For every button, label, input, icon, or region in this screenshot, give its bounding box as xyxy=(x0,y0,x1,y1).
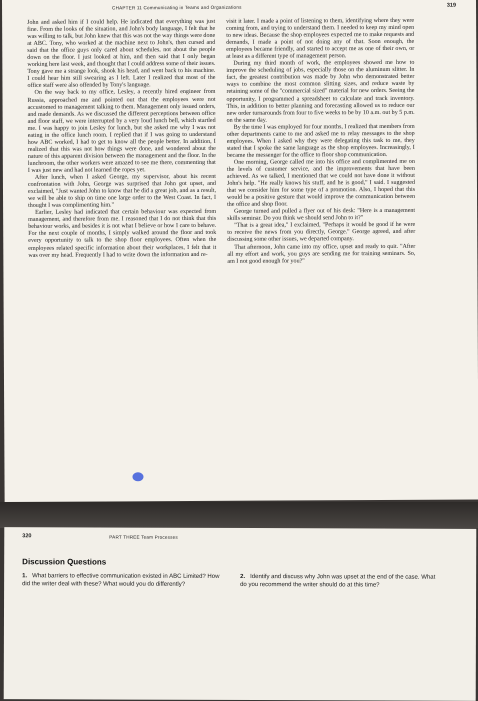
highlight-mark xyxy=(132,472,143,481)
right-column xyxy=(226,18,415,266)
textbook-page-320 xyxy=(4,527,477,701)
question-text: What barriers to effective communication existed in ABC Limited? How did the writer deal with these? What would you do differently? xyxy=(22,573,220,588)
discussion-question xyxy=(22,573,222,589)
paragraph: George turned and pulled a flyer out of his desk: "Here is a management skills seminar. Do you think we should send John to it?" xyxy=(227,208,416,223)
left-column xyxy=(27,19,216,260)
paragraph: John and asked him if I could help. He indicated that everything was just fine. From the looks of the situation, and John's body language, I felt that he was willing to talk, but John knew that this was not the way things were done at ABC. Tony, who worked at the machine next to John's, then cursed and said that the office guys only cared about schedules, not about the people down on the floor. I just looked at him, and then said that I only began working here last week, and thought that I could address some of their issues. Tony gave me a strange look, shook his head, and went back to his machine. I could hear him still swearing as I left. Later I realized that most of the office staff were also offended by Tony's language. xyxy=(27,18,216,90)
chapter-title: CHAPTER 11 Communicating in Teams and Organizations xyxy=(112,4,242,11)
paragraph: visit it later. I made a point of listening to them, identifying where they were coming from, and trying to understand them. I needed to keep my mind open to new ideas. Because the shop employees expected me to make requests and demands, I made a point of not doing any of that. Soon enough, the employees became friendly, and started to accept me as one of their own, or at least as a different type of management person. xyxy=(226,17,415,61)
paragraph: After lunch, when I asked George, my supervisor, about his recent confrontation with John, George was surprised that John got upset, and exclaimed, "Just wanted John to know that he did a great job, and as a result, we will be able to ship on time one large order to the West Coast. In fact, I thought I was complimenting him." xyxy=(27,173,217,210)
textbook-page-319 xyxy=(2,0,478,502)
running-head xyxy=(2,1,476,17)
discussion-question xyxy=(240,574,440,590)
paragraph: One morning, George called me into his office and complimented me on the levels of customer service, and the improvements that have been achieved. As we talked, I mentioned that we could not have done it without John's help. "He really knows his stuff, and he is good," I said. I suggested that we consider him for some type of a promotion. Also, I hoped that this would be a positive gesture that would improve the communication between the office and shop floor. xyxy=(226,158,416,209)
paragraph: That afternoon, John came into my office, upset and ready to quit. "After all my effort and work, you guys are sending me for training seminars. So, am I not good enough for you?" xyxy=(227,243,416,265)
page-number: 320 xyxy=(22,533,32,540)
question-number: 1. xyxy=(22,573,28,580)
part-title: PART THREE Team Processes xyxy=(109,534,178,540)
paragraph: By the time I was employed for four months, I realized that members from other departments came to me and asked me to relay messages to the shop employees. When I asked why they were delegating this task to me, they stated that I spoke the same language as the shop employees. Increasingly, I became the messenger for the office to floor shop communication. xyxy=(226,123,415,159)
question-text: Identify and discuss why John was upset at the end of the case. What do you recommend the writer should do at this time? xyxy=(240,574,436,588)
question-number: 2. xyxy=(240,574,246,581)
page-gap-shadow xyxy=(0,502,478,528)
page-number: 319 xyxy=(446,2,457,9)
paragraph: Earlier, Lesley had indicated that certain behaviour was expected from management, and therefore from me. I reasoned that I do not think that this behaviour works, and besides it is not what I believe or how I care to behave. For the next couple of months, I simply walked around the floor and took every opportunity to talk to the shop floor employees. Often when the employees related specific information about their workplaces, I felt that it was over my head. Frequently I had to write down the information and re- xyxy=(28,209,217,259)
paragraph: On the way back to my office, Lesley, a recently hired engineer from Russia, approached me and pointed out that the employees were not accustomed to management talking to them. Management only issued orders, and made demands. As we discussed the different perceptions between office and floor staff, we were interrupted by a very loud lunch bell, which startled me. I was happy to join Lesley for lunch, but she asked me why I was not eating in the office lunch room. I replied that if I was going to understand how ABC worked, I had to get to know all the people better. In addition, I realized that this was not how things were done, and wondered about the nature of this apparent division between the management and the floor. In the lunchroom, the other workers were amazed to see me there, commenting that I was just new and had not learned the ropes yet. xyxy=(27,89,216,174)
paragraph: During my third month of work, the employees showed me how to improve the scheduling of jobs, especially those on the aluminum slitter. In fact, the greatest contribution was made by John who demonstrated better ways to combine the most common slitting sizes, and reduce waste by retaining some of the "commercial sized" material for new orders. Seeing the opportunity, I programmed a spreadsheet to calculate and track inventory. This, in addition to better planning and forecasting allowed us to reduce our new order turnarounds from four to five weeks to be by 10 a.m. out by 5 p.m. on the same day. xyxy=(226,60,415,124)
paragraph: "That is a great idea," I exclaimed, "Perhaps it would be good if he were to receive the news from you directly, George." George agreed, and after discussing some other issues, we departed company. xyxy=(227,222,416,244)
section-title: Discussion Questions xyxy=(22,557,107,567)
running-head xyxy=(4,533,476,540)
